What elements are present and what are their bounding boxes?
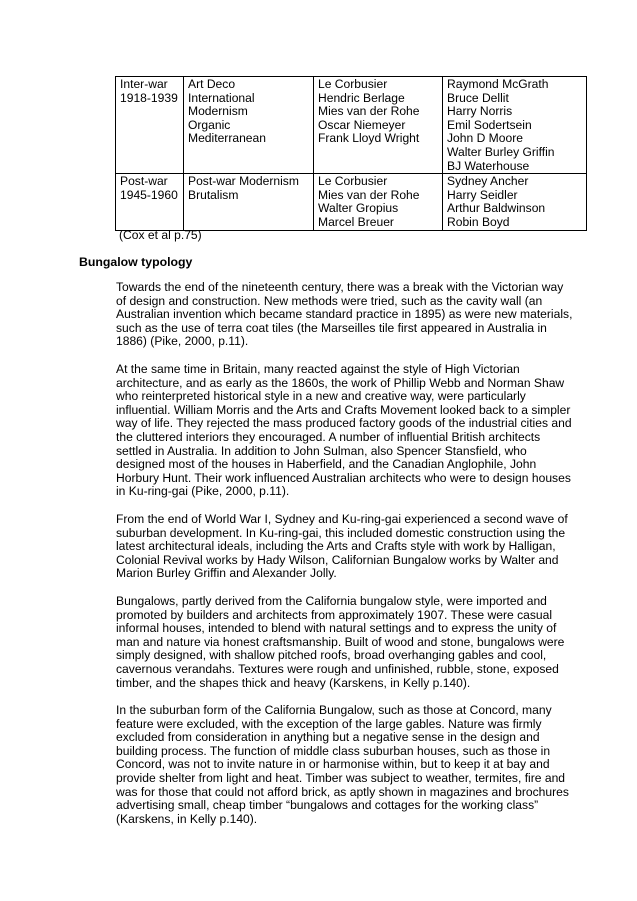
text-line: designed most of the houses in Haberfield, and the Canadian Anglophile, John (116, 457, 537, 472)
section-heading: Bungalow typology (79, 255, 193, 269)
style-item: Organic (188, 117, 231, 132)
text-line: cavernous verandahs. Textures were rough and unfinished, rubble, stone, exposed (116, 661, 559, 676)
architect-item: Harry Norris (447, 104, 513, 119)
text-line: Colonial Revival works by Hady Wilson, Californian Bungalow works by Walter and (116, 552, 559, 567)
architect-item: Raymond McGrath (447, 77, 549, 91)
text-line: Bungalows, partly derived from the California bungalow style, were imported and (116, 594, 547, 608)
text-line: building process. The function of middle class suburban houses, such as those in (116, 743, 551, 758)
period-line: 1918-1939 (120, 90, 178, 105)
architect-item: BJ Waterhouse (447, 158, 530, 173)
text-line: provide shelter from light and heat. Timber was subject to weather, termites, fire and (116, 770, 566, 785)
text-line: At the same time in Britain, many reacted against the style of High Victorian (116, 362, 520, 376)
text-line: timber, and the shapes thick and heavy (Karskens, in Kelly p.140). (116, 675, 471, 690)
text-line: who reinterpreted historical style in a new and creative way, were particularly (116, 389, 526, 404)
architect-item: Hendric Berlage (318, 90, 405, 105)
text-line: latest architectural ideals, including the Arts and Crafts style with work by Halligan, (116, 539, 556, 554)
text-line: architecture, and as early as the 1860s, the work of Phillip Webb and Norman Shaw (116, 375, 565, 390)
text-line: In the suburban form of the California Bungalow, such as those at Concord, many (116, 703, 552, 717)
text-line: informal houses, intended to blend with natural settings and to express the unity of (116, 621, 557, 636)
architect-item: Frank Lloyd Wright (318, 131, 420, 146)
text-line: was for those that could not afford brick, as aptly shown in magazines and brochures (116, 784, 569, 799)
text-line: of design and construction. New methods were tried, such as the cavity wall (an (116, 293, 543, 308)
international-architects-cell (314, 174, 443, 230)
architect-item: Robin Boyd (447, 214, 510, 229)
text-line: Marion Burley Griffin and Alexander Jolly. (116, 566, 337, 581)
local-architects-cell (443, 77, 587, 174)
period-cell (116, 77, 184, 174)
table-row (116, 174, 587, 230)
text-line: influential. William Morris and the Arts and Crafts Movement looked back to a simpler (116, 402, 571, 417)
architect-item: Oscar Niemeyer (318, 117, 406, 132)
architect-item: Walter Gropius (318, 201, 399, 216)
style-item: Modernism (188, 104, 248, 119)
paragraph-3 (116, 513, 576, 581)
style-item: Post-war Modernism (188, 174, 299, 189)
paragraph-2 (116, 363, 576, 499)
table-row (116, 77, 587, 174)
text-line: From the end of World War I, Sydney and Ku-ring-gai experienced a second wave of (116, 512, 568, 526)
text-line: advertising small, cheap timber “bungalows and cottages for the working class” (116, 798, 539, 813)
architect-item: Harry Seidler (447, 187, 518, 202)
architect-item: Sydney Ancher (447, 174, 529, 189)
text-line: Concord, was not to invite nature in or harmonise within, but to keep it at bay and (116, 757, 550, 772)
text-line: simply designed, with shallow pitched roofs, broad overhanging gables and cool, (116, 648, 547, 663)
architect-item: Le Corbusier (318, 174, 388, 189)
paragraph-4 (116, 595, 576, 690)
text-line: Australian invention which became standard practice in 1895) as were new materials, (116, 307, 573, 322)
paragraph-1 (116, 281, 576, 349)
text-line: excluded from consideration in anything but a negative sense in the design and (116, 730, 540, 745)
architect-item: Mies van der Rohe (318, 104, 420, 119)
period-table (115, 76, 587, 231)
architect-item: Bruce Dellit (447, 90, 509, 105)
text-line: way of life. They rejected the mass produced factory goods of the industrial cities and (116, 416, 572, 431)
architect-item: John D Moore (447, 131, 523, 146)
architect-item: Emil Sodertsein (447, 117, 532, 132)
international-architects-cell (314, 77, 443, 174)
text-line: man and nature via honest craftsmanship. Built of wood and stone, bungalows were (116, 634, 565, 649)
period-line: 1945-1960 (120, 187, 178, 202)
architect-item: Marcel Breuer (318, 214, 394, 229)
text-line: Horbury Hunt. Their work influenced Australian architects who were to design houses (116, 470, 571, 485)
text-line: (Karskens, in Kelly p.140). (116, 811, 258, 826)
table-caption: (Cox et al p.75) (119, 228, 202, 242)
style-item: International (188, 90, 255, 105)
text-line: suburban development. In Ku-ring-gai, this included domestic construction using the (116, 525, 566, 540)
text-line: 1886) (Pike, 2000, p.11). (116, 334, 249, 349)
text-line: such as the use of terra coat tiles (the Marseilles tile first appeared in Australia in (116, 320, 547, 335)
period-line: Inter-war (120, 77, 168, 91)
text-line: Towards the end of the nineteenth century, there was a break with the Victorian way (116, 280, 564, 294)
text-line: feature were excluded, with the exception of the large gables. Nature was firmly (116, 716, 542, 731)
architects-table (115, 76, 586, 231)
paragraph-5 (116, 704, 576, 826)
period-line: Post-war (120, 174, 168, 189)
architect-item: Mies van der Rohe (318, 187, 420, 202)
styles-cell (184, 174, 314, 230)
architect-item: Arthur Baldwinson (447, 201, 546, 216)
text-line: in Ku-ring-gai (Pike, 2000, p.11). (116, 484, 290, 499)
text-line: settled in Australia. In addition to John Sulman, also Spencer Stansfield, who (116, 443, 527, 458)
text-line: promoted by builders and architects from approximately 1907. These were casual (116, 607, 553, 622)
styles-cell (184, 77, 314, 174)
style-item: Brutalism (188, 187, 239, 202)
architect-item: Walter Burley Griffin (447, 144, 555, 159)
style-item: Art Deco (188, 77, 236, 91)
text-line: the cluttered interiors they encouraged. A number of influential British architects (116, 429, 541, 444)
local-architects-cell (443, 174, 587, 230)
architect-item: Le Corbusier (318, 77, 388, 91)
period-cell (116, 174, 184, 230)
style-item: Mediterranean (188, 131, 266, 146)
